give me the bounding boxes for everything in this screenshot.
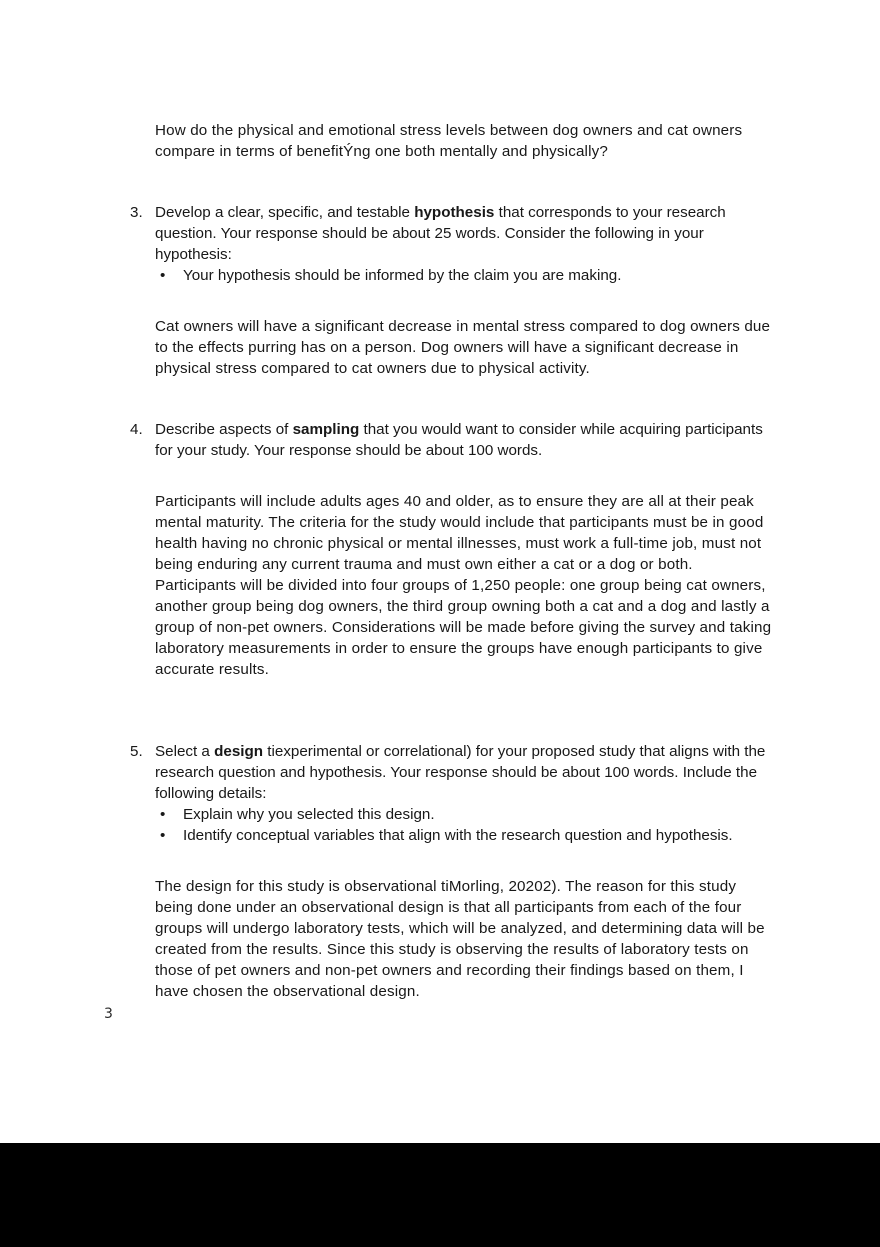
item-4-response-paragraph: Participants will include adults ages 40 and older, as to ensure they are all at their peak mental maturity. The criteria for the study would include that participants must be in good health having no chronic physical or mental illnesses, must work a full-time job, must not being enduring any current trauma and must own either a cat or a dog or both. Participants will be divided into four groups of 1,250 people: one group being cat owners, another group being dog owners, the third group owning both a cat and a dog and lastly a group of non-pet owners. Considerations will be made before giving the survey and taking laboratory measurements in order to ensure the groups have enough participants to give accurate results. [155, 493, 772, 678]
spacer [130, 162, 775, 202]
list-item-4-text-before-bold: Describe aspects of [155, 421, 293, 438]
list-item-5-bullets [130, 804, 775, 846]
bullet-item [130, 825, 775, 846]
list-item-4-number: 4. [130, 421, 143, 438]
viewer-letterbox-band [0, 1143, 880, 1247]
bullet-marker-icon: • [160, 827, 166, 844]
item-3-response-paragraph: Cat owners will have a significant decrease in mental stress compared to dog owners due to the effects purring has on a person. Dog owners will have a significant decrease in physical stress compared to cat owners due to physical activity. [155, 318, 771, 377]
spacer [130, 846, 775, 876]
page-number: 3 [104, 1006, 113, 1022]
list-item-5-text-before-bold: Select a [155, 743, 215, 760]
list-item-3-text-after-bold: that corresponds to your research question. Your response should be about 25 words. Consider the following in your hypothesis: [155, 204, 726, 263]
list-item-5-bold-term: design [214, 743, 264, 760]
list-item-3-text [155, 204, 726, 263]
list-item-5-number: 5. [130, 743, 143, 760]
bullet-text: Explain why you selected this design. [183, 806, 435, 823]
research-question-paragraph: How do the physical and emotional stress levels between dog owners and cat owners compare in terms of benefitÝng one both mentally and physically? [155, 122, 743, 160]
spacer [130, 286, 775, 316]
list-item-3 [130, 202, 775, 265]
spacer [130, 720, 775, 741]
spacer [130, 379, 775, 419]
list-item-3-bullets [130, 265, 775, 286]
bullet-item [130, 265, 775, 286]
item-5-response-paragraph: The design for this study is observational tiMorling, 20202). The reason for this study being done under an observational design is that all participants from each of the four groups will undergo laboratory tests, which will be analyzed, and determining data will be created from the results. Since this study is observing the results of laboratory tests on those of pet owners and non-pet owners and recording their findings based on them, I have chosen the observational design. [155, 878, 765, 1000]
list-item-5-text-after-bold: tiexperimental or correlational) for your proposed study that aligns with the research question and hypothesis. Your response should be about 100 words. Include the following details: [155, 743, 766, 802]
list-item-4-bold-term: sampling [292, 421, 360, 438]
document-body [130, 120, 775, 1002]
list-item-5-text [155, 743, 765, 802]
spacer [130, 461, 775, 491]
list-item-5 [130, 741, 775, 804]
bullet-marker-icon: • [160, 806, 166, 823]
list-item-4 [130, 419, 775, 461]
spacer [130, 680, 775, 720]
bullet-item [130, 804, 775, 825]
list-item-4-text [155, 421, 763, 459]
bullet-text: Your hypothesis should be informed by the claim you are making. [183, 267, 622, 284]
list-item-4-text-after-bold: that you would want to consider while acquiring participants for your study. Your response should be about 100 words. [155, 421, 763, 459]
list-item-3-bold-term: hypothesis [414, 204, 495, 221]
bullet-marker-icon: • [160, 267, 166, 284]
list-item-3-number: 3. [130, 204, 143, 221]
bullet-text: Identify conceptual variables that align with the research question and hypothesis. [183, 827, 733, 844]
list-item-3-text-before-bold: Develop a clear, specific, and testable [155, 204, 415, 221]
